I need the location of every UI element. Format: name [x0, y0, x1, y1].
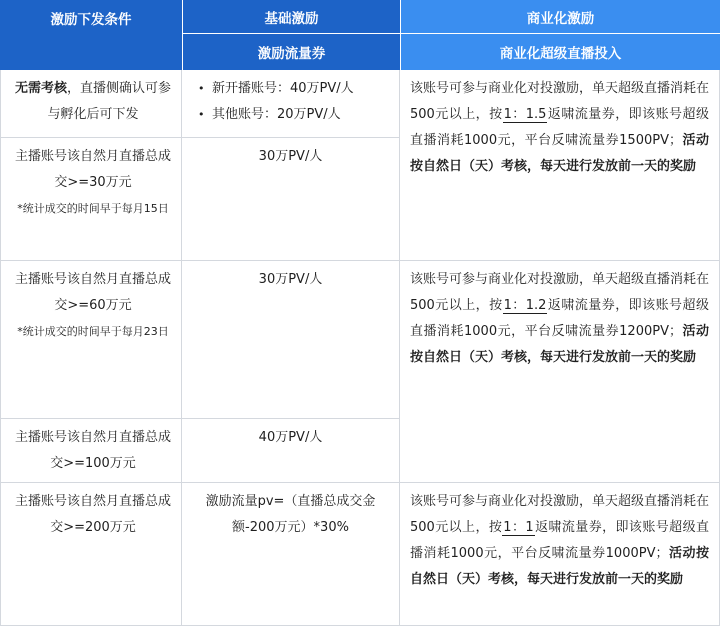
account-item-other: • 其他账号：20万PV/人: [198, 102, 399, 128]
header-coupon-text: 激励流量券: [257, 46, 326, 62]
basic-cell-3: [182, 261, 400, 419]
header-basic-text: 基础激励: [264, 10, 319, 27]
header-super-live-text: 商业化超级直播投入: [499, 46, 622, 62]
account-list: [182, 76, 399, 128]
header-condition: [0, 0, 182, 70]
commercial-1-bold: 活动按自然日（天）考核，每天进行发放前一天的奖励: [410, 133, 709, 174]
commercial-3-text: 该账号可参与商业化对投激励，单天超级直播消耗在500元以上，按: [410, 494, 710, 535]
header-commercial: [400, 0, 720, 34]
header-basic: [182, 0, 400, 34]
condition-1-text: ，直播侧确认可参与孵化后可下发: [47, 81, 172, 122]
commercial-2-ratio: 1：1.2: [503, 298, 547, 313]
condition-5-text: 主播账号该自然月直播总成交>=200万元: [14, 494, 171, 535]
commercial-2-text-2: 返啸流量券，即该账号超级直播消耗1000元，平台反啸流量券1200PV；: [410, 298, 709, 339]
commercial-2-text: 该账号可参与商业化对投激励，单天超级直播消耗在500元以上，按: [410, 272, 710, 313]
commercial-cell-3: [400, 483, 720, 626]
basic-cell-5: [182, 483, 400, 626]
condition-cell-2: [0, 138, 182, 261]
basic-cell-1: [182, 70, 400, 138]
condition-cell-4: [0, 419, 182, 483]
condition-cell-5: [0, 483, 182, 626]
commercial-cell-2: [400, 261, 720, 483]
commercial-cell-1: [400, 70, 720, 261]
basic-4-value: 40万PV/人: [258, 430, 323, 445]
commercial-1-text-2: 返啸流量券，即该账号超级直播消耗1000元，平台反啸流量券1500PV；: [410, 107, 709, 148]
commercial-3-text-2: 返啸流量券，即该账号超级直播消耗1000元，平台反啸流量券1000PV；: [410, 520, 709, 561]
condition-4-text: 主播账号该自然月直播总成交>=100万元: [14, 430, 171, 471]
commercial-3-bold: 活动按自然日（天）考核，每天进行发放前一天的奖励: [410, 546, 709, 587]
header-coupon: [182, 34, 400, 70]
basic-5-formula: 激励流量pv=（直播总成交金额-200万元）*30%: [205, 494, 376, 535]
header-condition-text: 激励下发条件: [50, 12, 132, 28]
basic-3-value: 30万PV/人: [258, 272, 323, 287]
commercial-2-bold: 活动按自然日（天）考核，每天进行发放前一天的奖励: [410, 324, 709, 365]
condition-3-note: *统计成交的时间早于每月23日: [17, 325, 169, 338]
condition-2-text: 主播账号该自然月直播总成交>=30万元: [14, 149, 171, 190]
basic-cell-4: [182, 419, 400, 483]
commercial-3-ratio: 1：1: [503, 520, 534, 535]
commercial-1-ratio: 1：1.5: [503, 107, 547, 122]
condition-cell-3: [0, 261, 182, 419]
condition-cell-1: [0, 70, 182, 138]
condition-3-text: 主播账号该自然月直播总成交>=60万元: [14, 272, 171, 313]
condition-2-note: *统计成交的时间早于每月15日: [17, 202, 169, 215]
header-super-live: [400, 34, 720, 70]
condition-1-bold: 无需考核: [14, 81, 67, 96]
basic-2-value: 30万PV/人: [258, 149, 323, 164]
basic-cell-2: [182, 138, 400, 261]
header-commercial-text: 商业化激励: [526, 10, 595, 27]
account-item-new: • 新开播账号：40万PV/人: [198, 76, 399, 102]
commercial-1-text: 该账号可参与商业化对投激励，单天超级直播消耗在500元以上，按: [410, 81, 710, 122]
